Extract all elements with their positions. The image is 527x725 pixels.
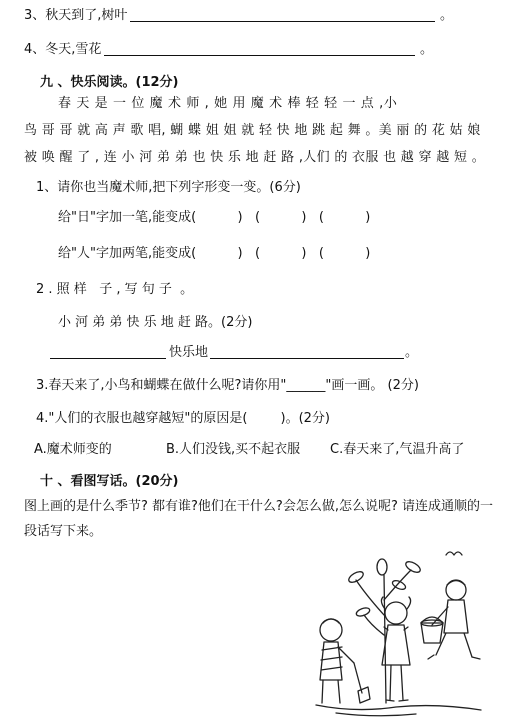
section-10-title: 十 、看图写话。(20分) bbox=[40, 474, 179, 489]
option-a[interactable]: A.魔术师变的 bbox=[34, 442, 112, 457]
option-c[interactable]: C.春天来了,气温升高了 bbox=[330, 442, 465, 457]
q1-prompt: 1、请你也当魔术师,把下列字形变一变。(6分) bbox=[36, 180, 301, 195]
q2-answer-line-2[interactable] bbox=[210, 358, 404, 359]
section-10-prompt-2: 段话写下来。 bbox=[24, 524, 103, 539]
q3-end: 。 bbox=[440, 8, 454, 23]
section-9-title: 九 、快乐阅读。(12分) bbox=[40, 75, 179, 90]
section-10-prompt-1: 图上画的是什么季节? 都有谁?他们在干什么?会怎么做,怎么说呢? 请连成通顺的一 bbox=[24, 499, 493, 514]
passage-line-3: 被 唤 醒 了 , 连 小 河 弟 弟 也 快 乐 地 赶 路 ,人们 的 衣服 也 越 穿 越 短 。 bbox=[24, 150, 486, 165]
q4b-text: 4."人们的衣服也越穿越短"的原因是( )。(2分) bbox=[36, 411, 330, 426]
q4-text: 4、冬天,雪花 bbox=[24, 42, 102, 57]
q2-prompt: 2 . 照 样 子 , 写 句 子 。 bbox=[36, 282, 194, 297]
q3b-text: 3.春天来了,小鸟和蝴蝶在做什么呢?请你用"______"画一画。 (2分) bbox=[36, 378, 419, 393]
children-planting-tree-illustration bbox=[296, 535, 496, 720]
option-b[interactable]: B.人们没钱,买不起衣服 bbox=[166, 442, 301, 457]
q2-answer-line-1[interactable] bbox=[50, 358, 166, 359]
q2-example: 小 河 弟 弟 快 乐 地 赶 路。(2分) bbox=[58, 315, 253, 330]
q4-end: 。 bbox=[420, 42, 434, 57]
q1-row-2[interactable]: 给"人"字加两笔,能变成( ) ( ) ( ) bbox=[58, 246, 371, 261]
q4-answer-line[interactable] bbox=[104, 55, 415, 56]
q2-end: 。 bbox=[405, 345, 419, 360]
passage-line-1: 春 天 是 一 位 魔 术 师 , 她 用 魔 术 棒 轻 轻 一 点 ,小 bbox=[58, 96, 398, 111]
q3-answer-line[interactable] bbox=[130, 21, 435, 22]
passage-line-2: 鸟 哥 哥 就 高 声 歌 唱, 蝴 蝶 姐 姐 就 轻 快 地 跳 起 舞 。美 丽 的 花 姑 娘 bbox=[24, 123, 481, 138]
q2-fill-word: 快乐地 bbox=[169, 345, 209, 360]
q1-row-1[interactable]: 给"日"字加一笔,能变成( ) ( ) ( ) bbox=[58, 210, 371, 225]
q3-text: 3、秋天到了,树叶 bbox=[24, 8, 128, 23]
